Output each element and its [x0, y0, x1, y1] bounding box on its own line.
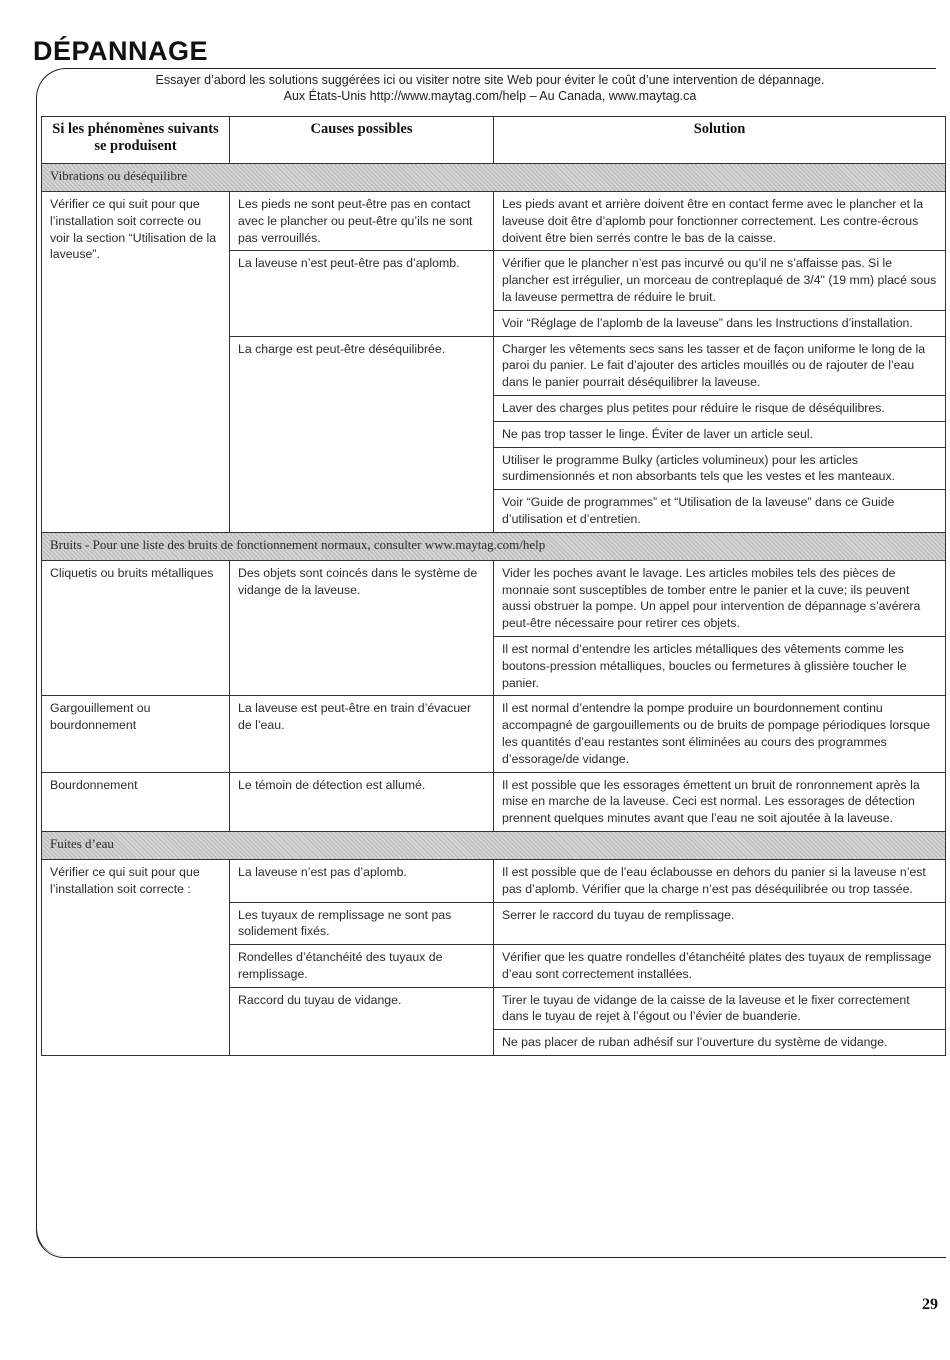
section-title: Fuites d’eau — [42, 831, 946, 859]
table-row — [42, 696, 946, 772]
cause-cell: Raccord du tuyau de vidange. — [230, 987, 494, 1055]
cause-cell: Des objets sont coincés dans le système de vidange de la laveuse. — [230, 560, 494, 696]
table-row — [42, 560, 946, 636]
header-causes: Causes possibles — [230, 117, 494, 164]
cause-cell: La laveuse est peut-être en train d’évacuer de l’eau. — [230, 696, 494, 772]
solution-cell: Il est normal d’entendre les articles métalliques des vêtements comme les boutons-pression métalliques, boucles ou fermetures à glissière toucher le panier. — [494, 636, 946, 695]
phenomenon-cell: Gargouillement ou bourdonnement — [42, 696, 230, 772]
cause-cell: La laveuse n’est peut-être pas d’aplomb. — [230, 251, 494, 336]
phenomenon-cell: Bourdonnement — [42, 772, 230, 831]
intro-text — [40, 72, 940, 104]
phenomenon-cell: Cliquetis ou bruits métalliques — [42, 560, 230, 696]
solution-cell: Il est possible que les essorages émettent un bruit de ronronnement après la mise en marche de la laveuse. Ceci est normal. Les essorages de détection prennent quelques minutes avant que l’eau ne soit ajoutée à la laveuse. — [494, 772, 946, 831]
solution-cell: Utiliser le programme Bulky (articles volumineux) pour les articles surdimensionnés et non absorbants tels que les vestes et les manteaux. — [494, 447, 946, 490]
solution-cell: Voir “Guide de programmes” et “Utilisation de la laveuse” dans ce Guide d’utilisation et d’entretien. — [494, 490, 946, 533]
solution-cell: Vérifier que les quatre rondelles d’étanchéité plates des tuyaux de remplissage d’eau sont correctement installées. — [494, 945, 946, 988]
solution-cell: Les pieds avant et arrière doivent être en contact ferme avec le plancher et la laveuse doit être d’aplomb pour fonctionner correctement. Les contre-écrous doivent être bien serrés contre le bas de la caisse. — [494, 192, 946, 251]
phenomenon-cell: Vérifier ce qui suit pour que l’installation soit correcte ou voir la section “Utilisation de la laveuse”. — [42, 192, 230, 533]
section-title: Bruits - Pour une liste des bruits de fonctionnement normaux, consulter www.maytag.com/help — [42, 532, 946, 560]
solution-cell: Ne pas placer de ruban adhésif sur l’ouverture du système de vidange. — [494, 1030, 946, 1056]
solution-cell: Voir “Réglage de l’aplomb de la laveuse” dans les Instructions d’installation. — [494, 310, 946, 336]
table-row — [42, 772, 946, 831]
header-solution: Solution — [494, 117, 946, 164]
solution-cell: Charger les vêtements secs sans les tasser et de façon uniforme le long de la paroi du panier. Le fait d’ajouter des articles mouillés ou de rajouter de l’eau dans le panier pourrait déséquilibrer la laveuse. — [494, 336, 946, 395]
section-title: Vibrations ou déséquilibre — [42, 164, 946, 192]
cause-cell: Rondelles d’étanchéité des tuyaux de remplissage. — [230, 945, 494, 988]
table-row — [42, 859, 946, 902]
intro-line-1: Essayer d’abord les solutions suggérées ici ou visiter notre site Web pour éviter le coût d’une intervention de dépannage. — [155, 73, 825, 87]
troubleshooting-table — [41, 116, 946, 1056]
cause-cell: La charge est peut-être déséquilibrée. — [230, 336, 494, 532]
cause-cell: Les tuyaux de remplissage ne sont pas solidement fixés. — [230, 902, 494, 945]
page-number: 29 — [922, 1296, 938, 1313]
solution-cell: Serrer le raccord du tuyau de remplissage. — [494, 902, 946, 945]
solution-cell: Tirer le tuyau de vidange de la caisse de la laveuse et le fixer correctement dans le tuyau de rejet à l’égout ou l’évier de buanderie. — [494, 987, 946, 1030]
section-header-row — [42, 831, 946, 859]
intro-line-2: Aux États-Unis http://www.maytag.com/help – Au Canada, www.maytag.ca — [283, 89, 697, 103]
cause-cell: Le témoin de détection est allumé. — [230, 772, 494, 831]
page-title: DÉPANNAGE — [33, 36, 209, 66]
cause-cell: La laveuse n’est pas d’aplomb. — [230, 859, 494, 902]
table-row — [42, 192, 946, 251]
frame-bottom-border — [36, 1222, 946, 1258]
table-header-row — [42, 117, 946, 164]
solution-cell: Vider les poches avant le lavage. Les articles mobiles tels des pièces de monnaie sont susceptibles de tomber entre le panier et la cuve; ils peuvent aussi obstruer la pompe. Un appel pour intervention de dépannage s’avérera peut-être nécessaire pour retirer ces objets. — [494, 560, 946, 636]
section-header-row — [42, 164, 946, 192]
solution-cell: Vérifier que le plancher n’est pas incurvé ou qu’il ne s’affaisse pas. Si le plancher est irrégulier, un morceau de contreplaqué de 3/4" (19 mm) placé sous la laveuse permettra de réduire le bruit. — [494, 251, 946, 310]
solution-cell: Ne pas trop tasser le linge. Éviter de laver un article seul. — [494, 421, 946, 447]
solution-cell: Laver des charges plus petites pour réduire le risque de déséquilibres. — [494, 395, 946, 421]
header-phenomenon: Si les phénomènes suivants se produisent — [42, 117, 230, 164]
solution-cell: Il est possible que de l’eau éclabousse en dehors du panier si la laveuse n’est pas d’aplomb. Vérifier que la charge n’est pas déséquilibrée ou trop tassée. — [494, 859, 946, 902]
phenomenon-cell: Vérifier ce qui suit pour que l’installation soit correcte : — [42, 859, 230, 1055]
solution-cell: Il est normal d’entendre la pompe produire un bourdonnement continu accompagné de gargouillements ou de bruits de pompage périodiques lorsque les quantités d’eau restantes sont éliminées au cours des programmes d’essorage/de vidange. — [494, 696, 946, 772]
cause-cell: Les pieds ne sont peut-être pas en contact avec le plancher ou peut-être qu’ils ne sont pas verrouillés. — [230, 192, 494, 251]
section-header-row — [42, 532, 946, 560]
